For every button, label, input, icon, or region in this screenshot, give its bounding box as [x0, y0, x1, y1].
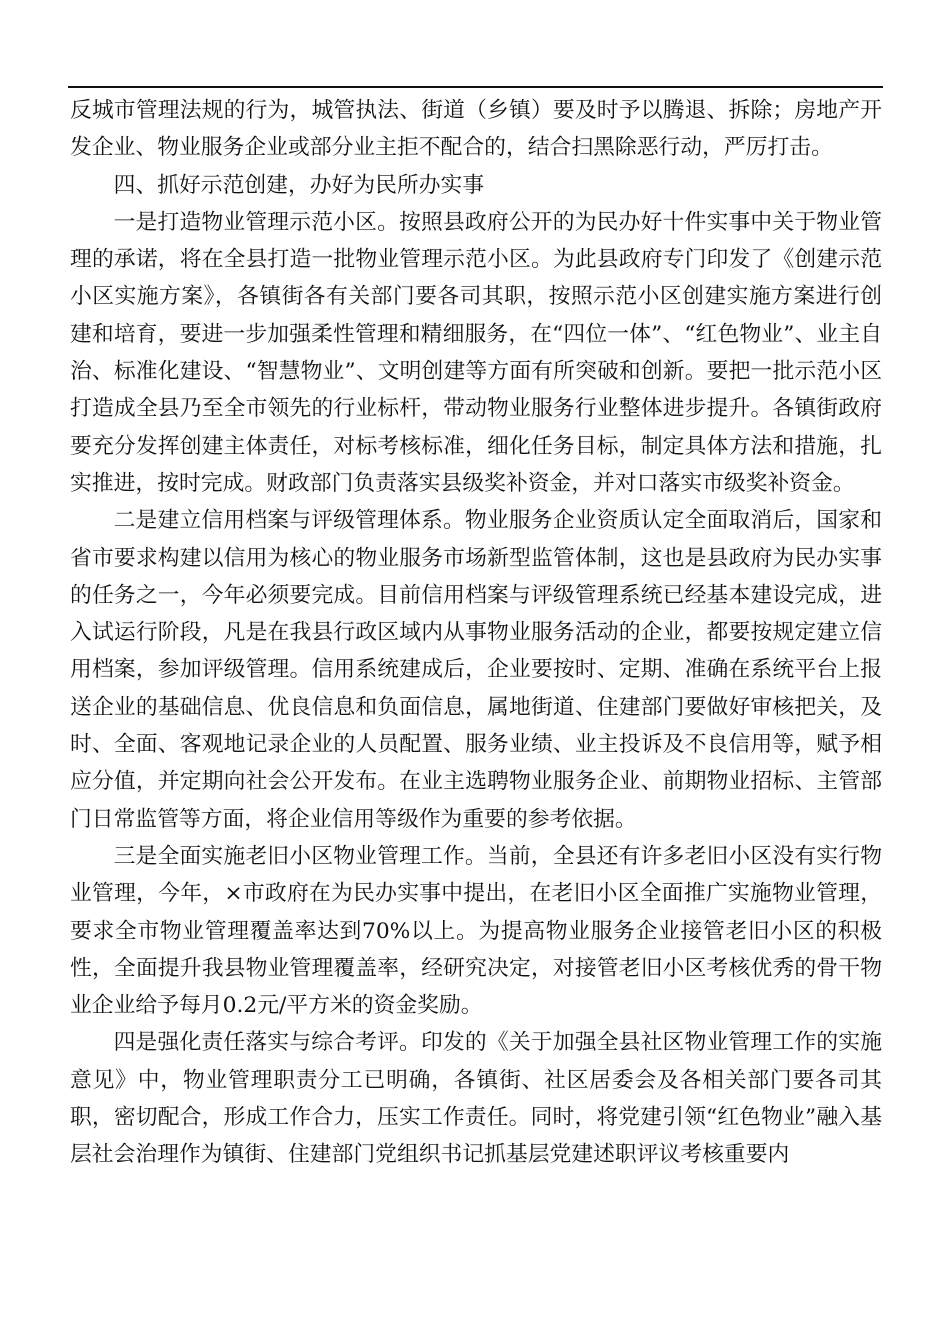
document-body — [70, 92, 882, 1174]
paragraph-continuation: 反城市管理法规的行为，城管执法、街道（乡镇）要及时予以腾退、拆除；房地产开发企业、物业服务企业或部分业主拒不配合的，结合扫黑除恶行动，严厉打击。 — [70, 98, 882, 161]
paragraph-demo-community: 一是打造物业管理示范小区。按照县政府公开的为民办好十件实事中关于物业管理的承诺，将在全县打造一批物业管理示范小区。为此县政府专门印发了《创建示范小区实施方案》，各镇街各有关部门要各司其职，按照示范小区创建实施方案进行创建和培育，要进一步加强柔性管理和精细服务，在“四位一体”、“红色物业”、业主自治、标准化建设、“智慧物业”、文明创建等方面有所突破和创新。要把一批示范小区打造成全县乃至全市领先的行业标杆，带动物业服务行业整体进步提升。各镇街政府要充分发挥创建主体责任，对标考核标准，细化任务目标，制定具体方法和措施，扎实推进，按时完成。财政部门负责落实县级奖补资金，并对口落实市级奖补资金。 — [70, 209, 882, 496]
paragraph-responsibility: 四是强化责任落实与综合考评。印发的《关于加强全县社区物业管理工作的实施意见》中，物业管理职责分工已明确，各镇街、社区居委会及各相关部门要各司其职，密切配合，形成工作合力，压实工作责任。同时，将党建引领“红色物业”融入基层社会治理作为镇街、住建部门党组织书记抓基层党建述职评议考核重要内 — [70, 1030, 882, 1168]
paragraph-old-community: 三是全面实施老旧小区物业管理工作。当前，全县还有许多老旧小区没有实行物业管理，今年，×市政府在为民办实事中提出，在老旧小区全面推广实施物业管理，要求全市物业管理覆盖率达到70%以上。为提高物业服务企业接管老旧小区的积极性，全面提升我县物业管理覆盖率，经研究决定，对接管老旧小区考核优秀的骨干物业企业给予每月0.2元/平方米的资金奖励。 — [70, 843, 882, 1019]
paragraph-credit-archive: 二是建立信用档案与评级管理体系。物业服务企业资质认定全面取消后，国家和省市要求构建以信用为核心的物业服务市场新型监管体制，这也是县政府为民办实事的任务之一，今年必须要完成。目前信用档案与评级管理系统已经基本建设完成，进入试运行阶段，凡是在我县行政区域内从事物业服务活动的企业，都要按规定建立信用档案，参加评级管理。信用系统建成后，企业要按时、定期、准确在系统平台上报送企业的基础信息、优良信息和负面信息，属地街道、住建部门要做好审核把关，及时、全面、客观地记录企业的人员配置、服务业绩、业主投诉及不良信用等，赋予相应分值，并定期向社会公开发布。在业主选聘物业服务企业、前期物业招标、主管部门日常监管等方面，将企业信用等级作为重要的参考依据。 — [70, 508, 882, 832]
section-heading: 四、抓好示范创建，办好为民所办实事 — [113, 172, 485, 198]
header-rule — [68, 86, 883, 88]
